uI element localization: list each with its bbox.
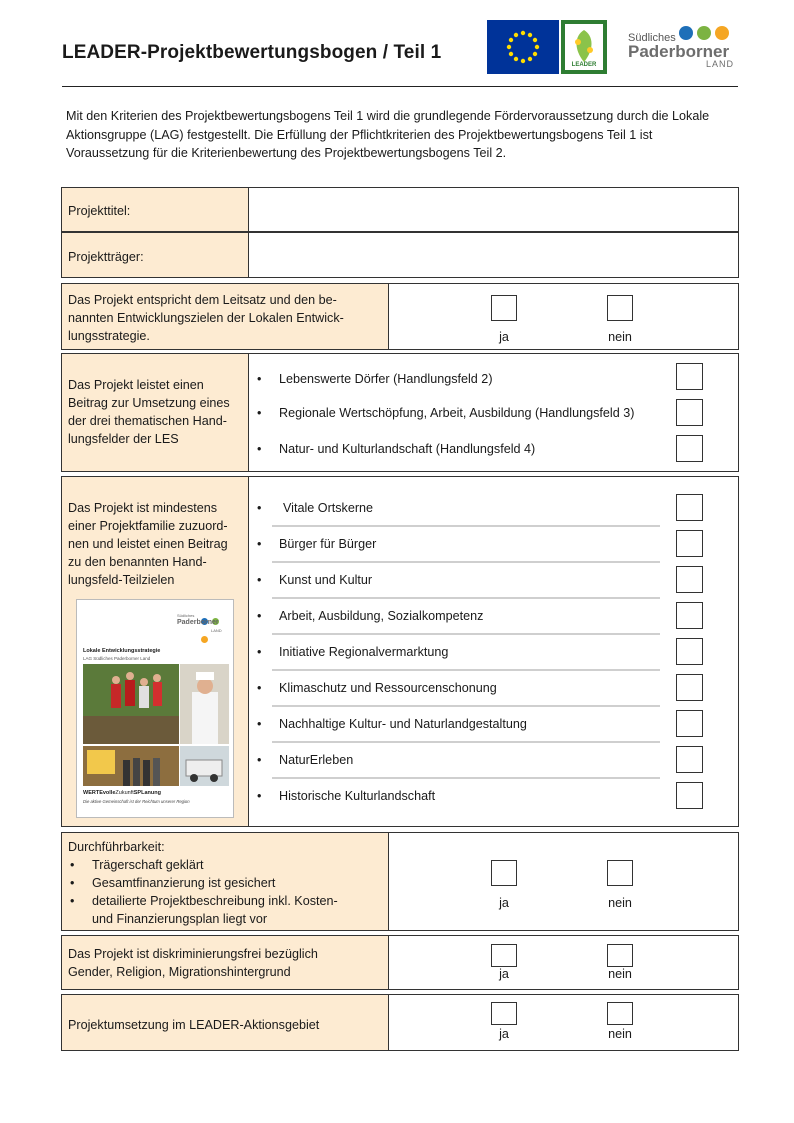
projekttraeger-input[interactable]: [250, 233, 738, 277]
option-divider: [272, 597, 660, 599]
diskriminierung-ja-label: ja: [499, 967, 509, 981]
projekttitel-row: [61, 187, 739, 232]
handlungsfeld-option: Lebenswerte Dörfer (Handlungsfeld 2): [279, 372, 493, 386]
durchfuehrbarkeit-row: [61, 832, 739, 931]
bullet-icon: •: [257, 753, 262, 767]
page-title: LEADER-Projektbewertungsbogen / Teil 1: [62, 42, 442, 63]
brochure-slogan-b: Zukunft: [115, 790, 134, 796]
bullet-icon: •: [257, 537, 262, 551]
region-logo-main: Paderborner: [628, 42, 730, 61]
brochure-logo-main: Paderborner: [177, 619, 219, 626]
region-logo-icons: [678, 24, 734, 42]
bullet-icon: •: [70, 858, 75, 872]
leitsatz-label: [62, 284, 389, 349]
option-divider: [272, 777, 660, 779]
durchfuehrbarkeit-item-line-1: detailierte Projektbeschreibung inkl. Kosten-: [92, 894, 338, 908]
leader-logo-text: LEADER: [571, 62, 597, 68]
bullet-icon: •: [257, 442, 262, 456]
projektfamilie-option: Klimaschutz und Ressourcenschonung: [279, 681, 497, 695]
durchfuehrbarkeit-item-text: Trägerschaft geklärt: [92, 858, 204, 872]
brochure-photo-cook: [180, 664, 229, 744]
projektfamilie-checkbox[interactable]: [676, 746, 703, 773]
bullet-icon: •: [257, 406, 262, 420]
durchfuehrbarkeit-ja-label: ja: [499, 896, 509, 910]
handlungsfeld-option: Regionale Wertschöpfung, Arbeit, Ausbildung (Handlungsfeld 3): [279, 406, 635, 420]
projektfamilie-checkbox[interactable]: [676, 530, 703, 557]
projektfamilie-option: Arbeit, Ausbildung, Sozialkompetenz: [279, 609, 484, 623]
option-divider: [272, 525, 660, 527]
durchfuehrbarkeit-item: [68, 856, 382, 874]
projektfamilie-row: [61, 476, 739, 827]
bullet-icon: •: [257, 645, 262, 659]
projektfamilie-line-3: nen und leistet einen Beitrag: [68, 537, 228, 551]
region-logo: [626, 24, 738, 70]
handlungsfelder-line-3: der drei thematischen Hand-: [68, 414, 227, 428]
durchfuehrbarkeit-item-line-2: und Finanzierungsplan liegt vor: [92, 912, 268, 926]
durchfuehrbarkeit-nein-checkbox[interactable]: [607, 860, 633, 886]
leitsatz-line-2: nannten Entwicklungszielen der Lokalen Entwick-: [68, 311, 344, 325]
leader-logo: [561, 20, 607, 74]
handlungsfeld-option: Natur- und Kulturlandschaft (Handlungsfeld 4): [279, 442, 536, 456]
handlungsfelder-line-1: Das Projekt leistet einen: [68, 378, 204, 392]
durchfuehrbarkeit-heading: Durchführbarkeit:: [68, 840, 165, 854]
region-logo-sub: LAND: [706, 59, 735, 69]
projekttitel-input[interactable]: [250, 188, 738, 231]
region-logo-top: Südliches: [628, 32, 676, 44]
les-brochure-cover: [76, 599, 234, 818]
durchfuehrbarkeit-item: [68, 892, 382, 928]
projekttraeger-label-text: Projektträger:: [68, 250, 144, 264]
intro-text: Mit den Kriterien des Projektbewertungsbogens Teil 1 wird die grundlegende Fördervoraussetzung durch die Lokale Aktionsgruppe (LAG) festgestellt. Die Erfüllung der Pflichtkriterien des Projektbewertungsbogens Teil 1 ist Voraussetzung für die Kriterienbewertung des Projektbewertungsbogens Teil 2.: [66, 109, 710, 160]
projektfamilie-option: Vitale Ortskerne: [283, 501, 374, 515]
brochure-photo-volunteers: [83, 664, 179, 744]
handlungsfelder-row: [61, 353, 739, 472]
projektfamilie-checkbox[interactable]: [676, 710, 703, 737]
aktionsgebiet-line-1: Projektumsetzung im LEADER-Aktionsgebiet: [68, 1018, 320, 1032]
bullet-icon: •: [257, 372, 262, 386]
durchfuehrbarkeit-item-text: Gesamtfinanzierung ist gesichert: [92, 876, 276, 890]
projektfamilie-line-5: lungsfeld-Teilzielen: [68, 573, 175, 587]
diskriminierung-row: [61, 935, 739, 990]
handlungsfelder-line-2: Beitrag zur Umsetzung eines: [68, 396, 230, 410]
option-divider: [272, 561, 660, 563]
eu-flag-logo: [487, 20, 559, 74]
option-divider: [272, 741, 660, 743]
leitsatz-ja-checkbox[interactable]: [491, 295, 517, 321]
projektfamilie-line-1: Das Projekt ist mindestens: [68, 501, 218, 515]
brochure-logo-top: Südliches: [177, 613, 195, 618]
bullet-icon: •: [257, 573, 262, 587]
brochure-slogan: [83, 790, 161, 796]
projektfamilie-checkbox[interactable]: [676, 494, 703, 521]
leitsatz-ja-label: ja: [499, 330, 509, 344]
aktionsgebiet-nein-checkbox[interactable]: [607, 1002, 633, 1025]
handlungsfeld-checkbox[interactable]: [676, 363, 703, 390]
brochure-title: Lokale Entwicklungsstrategie: [83, 648, 161, 654]
bullet-icon: •: [70, 876, 75, 890]
brochure-slogan-a: WERTEvolle: [83, 790, 116, 796]
projektfamilie-option: Nachhaltige Kultur- und Naturlandgestaltung: [279, 717, 527, 731]
bullet-icon: •: [70, 894, 75, 908]
bullet-icon: •: [257, 717, 262, 731]
projektfamilie-checkbox[interactable]: [676, 602, 703, 629]
projektfamilie-line-4: zu den benannten Hand-: [68, 555, 207, 569]
diskriminierung-line-1: Das Projekt ist diskriminierungsfrei bezüglich: [68, 947, 318, 961]
projektfamilie-line-2: einer Projektfamilie zuzuord-: [68, 519, 228, 533]
handlungsfeld-checkbox[interactable]: [676, 399, 703, 426]
leitsatz-line-1: Das Projekt entspricht dem Leitsatz und den be-: [68, 293, 337, 307]
handlungsfeld-checkbox[interactable]: [676, 435, 703, 462]
leitsatz-nein-checkbox[interactable]: [607, 295, 633, 321]
bullet-icon: •: [257, 789, 262, 803]
brochure-photo-group: [83, 746, 179, 786]
projektfamilie-checkbox[interactable]: [676, 638, 703, 665]
bullet-icon: •: [257, 681, 262, 695]
header-divider: [62, 86, 738, 87]
projektfamilie-option: NaturErleben: [279, 753, 354, 767]
brochure-tagline: Die aktive Gemeinschaft ist der Reichtum unserer Region: [83, 799, 190, 804]
aktionsgebiet-label: [62, 995, 389, 1050]
aktionsgebiet-ja-label: ja: [499, 1027, 509, 1041]
brochure-slogan-c: SPLanung: [133, 790, 161, 796]
leitsatz-line-3: lungsstrategie.: [68, 329, 150, 343]
brochure-photo-vehicle: [180, 746, 229, 786]
bullet-icon: •: [257, 501, 262, 515]
option-divider: [272, 633, 660, 635]
handlungsfelder-line-4: lungsfelder der LES: [68, 432, 179, 446]
brochure-subtitle: LAG Südliches Paderborner Land: [83, 656, 151, 661]
diskriminierung-nein-checkbox[interactable]: [607, 944, 633, 967]
diskriminierung-label: [62, 936, 389, 989]
projektfamilie-checkbox[interactable]: [676, 674, 703, 701]
leitsatz-row: [61, 283, 739, 350]
projektfamilie-option: Historische Kulturlandschaft: [279, 789, 436, 803]
durchfuehrbarkeit-ja-checkbox[interactable]: [491, 860, 517, 886]
projektfamilie-option: Initiative Regionalvermarktung: [279, 645, 449, 659]
durchfuehrbarkeit-nein-label: nein: [608, 896, 632, 910]
projekttitel-label-text: Projekttitel:: [68, 204, 131, 218]
leitsatz-nein-label: nein: [608, 330, 632, 344]
projektfamilie-option: Bürger für Bürger: [279, 537, 377, 551]
diskriminierung-line-2: Gender, Religion, Migrationshintergrund: [68, 965, 291, 979]
durchfuehrbarkeit-label: [62, 833, 389, 930]
handlungsfelder-label: [62, 354, 249, 471]
aktionsgebiet-nein-label: nein: [608, 1027, 632, 1041]
projekttraeger-row: [61, 232, 739, 278]
aktionsgebiet-ja-checkbox[interactable]: [491, 1002, 517, 1025]
aktionsgebiet-row: [61, 994, 739, 1051]
brochure-logo-sub: LAND: [211, 628, 222, 633]
diskriminierung-nein-label: nein: [608, 967, 632, 981]
diskriminierung-ja-checkbox[interactable]: [491, 944, 517, 967]
projektfamilie-checkbox[interactable]: [676, 782, 703, 809]
option-divider: [272, 705, 660, 707]
projekttitel-label: [62, 188, 249, 231]
projektfamilie-checkbox[interactable]: [676, 566, 703, 593]
option-divider: [272, 669, 660, 671]
bullet-icon: •: [257, 609, 262, 623]
durchfuehrbarkeit-item: [68, 874, 382, 892]
projekttraeger-label: [62, 233, 249, 277]
projektfamilie-option: Kunst und Kultur: [279, 573, 373, 587]
